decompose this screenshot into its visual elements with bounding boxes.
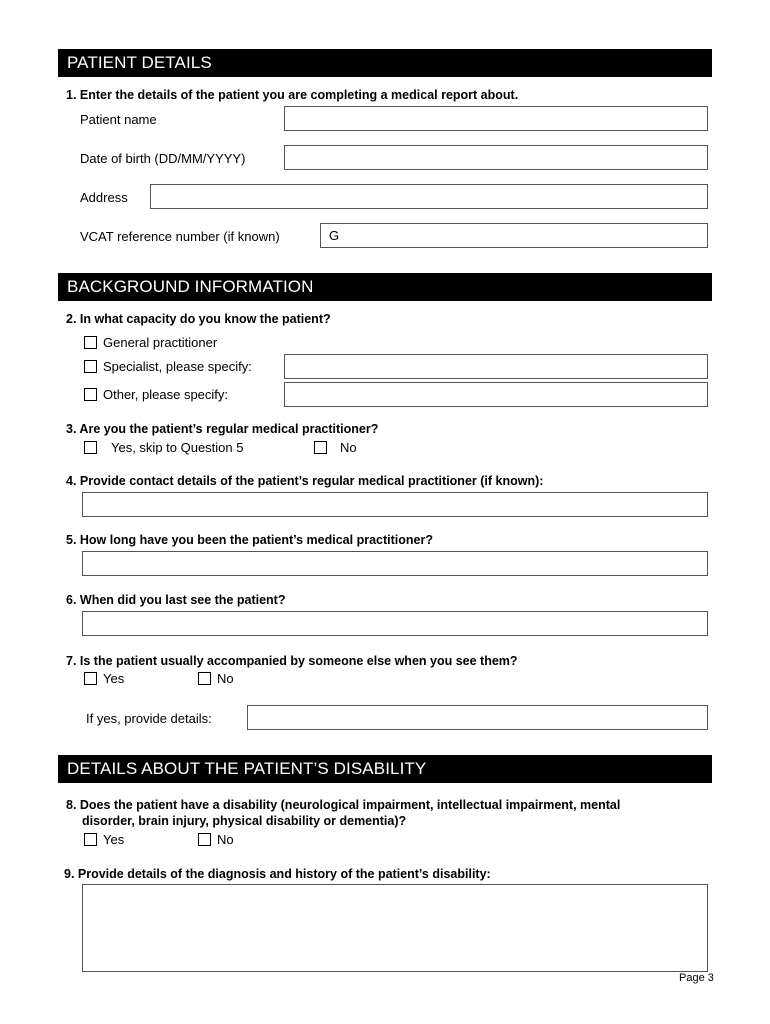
q3-yes-label: Yes, skip to Question 5 bbox=[111, 440, 244, 455]
specialist-specify-field[interactable] bbox=[284, 354, 708, 379]
last-seen-field[interactable] bbox=[82, 611, 708, 636]
patient-name-label: Patient name bbox=[80, 112, 157, 127]
page-number: Page 3 bbox=[679, 972, 714, 984]
checkbox-q3-no[interactable] bbox=[314, 441, 327, 454]
option-other-label: Other, please specify: bbox=[103, 387, 229, 402]
question-9: 9. Provide details of the diagnosis and history of the patient’s disability: bbox=[64, 867, 491, 881]
accompanied-details-label: If yes, provide details: bbox=[86, 711, 212, 726]
q3-no-label: No bbox=[340, 440, 357, 455]
checkbox-q7-no[interactable] bbox=[198, 672, 211, 685]
option-specialist-label: Specialist, please specify: bbox=[103, 359, 252, 374]
q7-no-label: No bbox=[217, 671, 234, 686]
question-8-line-1: 8. Does the patient have a disability (neurological impairment, intellectual impairment, mental bbox=[66, 798, 621, 812]
section-header-disability: DETAILS ABOUT THE PATIENT’S DISABILITY bbox=[58, 755, 712, 783]
patient-name-field[interactable] bbox=[284, 106, 708, 131]
checkbox-q3-yes[interactable] bbox=[84, 441, 97, 454]
q8-no-label: No bbox=[217, 832, 234, 847]
question-6: 6. When did you last see the patient? bbox=[66, 593, 286, 607]
checkbox-other[interactable] bbox=[84, 388, 97, 401]
dob-label: Date of birth (DD/MM/YYYY) bbox=[80, 151, 246, 166]
question-5: 5. How long have you been the patient’s medical practitioner? bbox=[66, 533, 433, 547]
question-4: 4. Provide contact details of the patient’s regular medical practitioner (if known): bbox=[66, 474, 544, 488]
question-8-line-2: disorder, brain injury, physical disability or dementia)? bbox=[82, 814, 407, 828]
checkbox-q8-yes[interactable] bbox=[84, 833, 97, 846]
disability-diagnosis-history-field[interactable] bbox=[82, 884, 708, 972]
option-general-practitioner-label: General practitioner bbox=[103, 335, 218, 350]
checkbox-specialist[interactable] bbox=[84, 360, 97, 373]
question-3: 3. Are you the patient’s regular medical practitioner? bbox=[66, 422, 379, 436]
question-7: 7. Is the patient usually accompanied by someone else when you see them? bbox=[66, 654, 518, 668]
checkbox-q8-no[interactable] bbox=[198, 833, 211, 846]
question-1: 1. Enter the details of the patient you are completing a medical report about. bbox=[66, 88, 519, 102]
address-field[interactable] bbox=[150, 184, 708, 209]
accompanied-details-field[interactable] bbox=[247, 705, 708, 730]
dob-field[interactable] bbox=[284, 145, 708, 170]
practitioner-duration-field[interactable] bbox=[82, 551, 708, 576]
address-label: Address bbox=[80, 190, 128, 205]
vcat-field[interactable]: G bbox=[320, 223, 708, 248]
q7-yes-label: Yes bbox=[103, 671, 125, 686]
section-header-background: BACKGROUND INFORMATION bbox=[58, 273, 712, 301]
question-2: 2. In what capacity do you know the patient? bbox=[66, 312, 331, 326]
checkbox-general-practitioner[interactable] bbox=[84, 336, 97, 349]
q8-yes-label: Yes bbox=[103, 832, 125, 847]
vcat-label: VCAT reference number (if known) bbox=[80, 229, 280, 244]
section-header-patient-details: PATIENT DETAILS bbox=[58, 49, 712, 77]
checkbox-q7-yes[interactable] bbox=[84, 672, 97, 685]
regular-practitioner-contact-field[interactable] bbox=[82, 492, 708, 517]
other-specify-field[interactable] bbox=[284, 382, 708, 407]
